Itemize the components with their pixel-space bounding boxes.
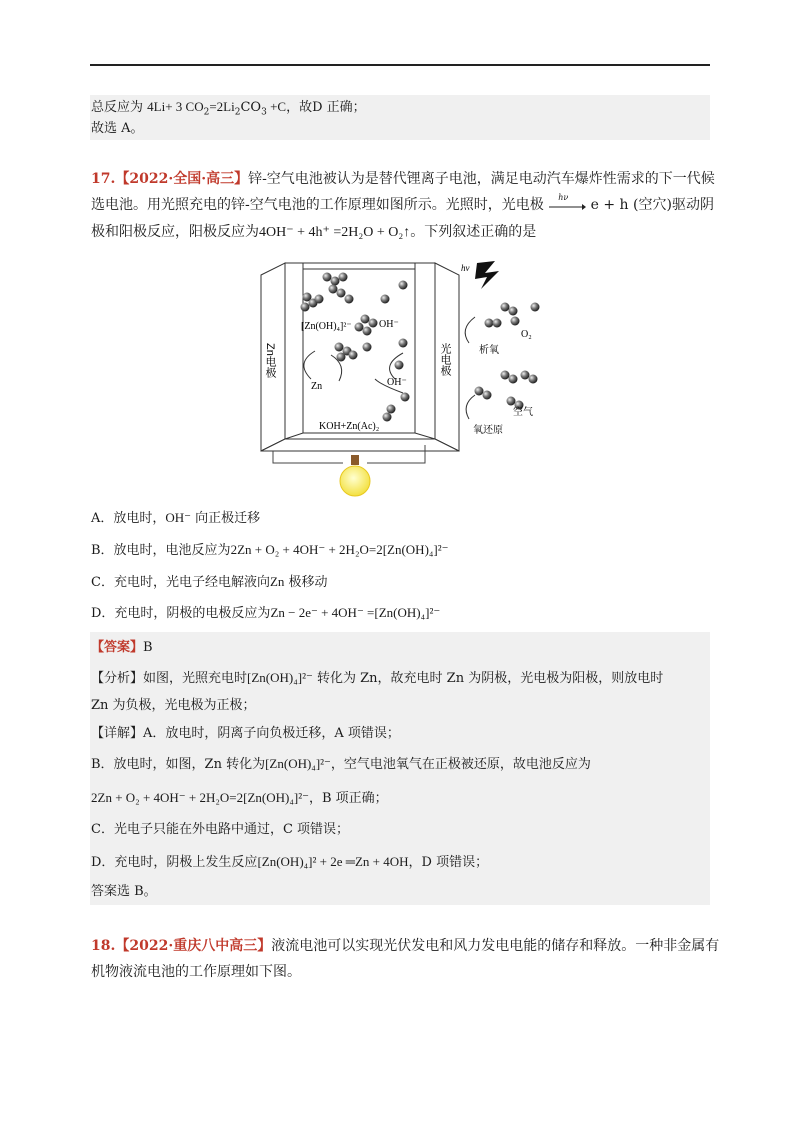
- light-bulb-icon: [340, 455, 370, 496]
- photo-electrode: [415, 263, 459, 451]
- q17-stem-line1: 17.【2022·全国·高三】锌-空气电池被认为是替代锂离子电池，满足电动汽车爆炸性需求的下一代候: [91, 171, 715, 187]
- option-c: C．充电时，光电子经电解液向Zn 极移动: [91, 574, 328, 590]
- option-b: B．放电时，电池反应为2Zn + O₂ + 4OH⁻ + 2H₂O=2[Zn(OH)₄]²⁻: [91, 542, 449, 558]
- curved-arrow-icon: [304, 351, 315, 379]
- q18-stem-line2: 机物液流电池的工作原理如下图。: [91, 964, 301, 980]
- molecules-inside: [301, 273, 410, 422]
- evolve-label: 析氧: [479, 345, 499, 356]
- lightning-icon: [461, 261, 499, 289]
- analysis-line2: Zn 为负极，光电极为正极；: [91, 698, 256, 713]
- photo-electrode-label: 光电极: [439, 343, 451, 376]
- option-d: D．充电时，阴极的电极反应为Zn − 2e⁻ + 4OH⁻ =[Zn(OH)₄]²⁻: [91, 605, 441, 621]
- detail-d: D．充电时，阴极上发生反应[Zn(OH)₄]² + 2e ═Zn + 4OH，D 项错误；: [91, 854, 489, 870]
- answer-line: 【答案】B: [91, 640, 153, 655]
- detail-a: 【详解】A．放电时，阴离子向负极迁移，A 项错误；: [91, 726, 400, 741]
- final-answer: 答案选 B。: [91, 884, 157, 899]
- o2-molecules: [475, 303, 540, 410]
- prev-reaction-line: 总反应为 4Li+ 3 $CO_2=2Li_2CO_3 +C$，故D 正确；: [91, 99, 366, 118]
- detail-c: C．光电子只能在外电路中通过，C 项错误；: [91, 822, 350, 837]
- o2-label: O₂: [521, 329, 532, 340]
- header-rule: [90, 64, 710, 66]
- detail-b2: 2Zn + O₂ + 4OH⁻ + 2H₂O=2[Zn(OH)₄]²⁻，B 项正确；: [91, 790, 388, 806]
- q17-stem-line3: 极和阳极反应，阳极反应为4OH⁻ + 4h⁺ =2H₂O + O₂↑。下列叙述正确的是: [91, 224, 537, 240]
- zn-label: Zn: [311, 381, 323, 392]
- electrolyte-label: KOH+Zn(Ac)₂: [319, 421, 380, 432]
- zn-electrode-label: Zn电极: [264, 343, 276, 378]
- analysis-line1: 【分析】如图，光照充电时[Zn(OH)₄]²⁻ 转化为 Zn，故充电时 Zn 为阴极，光电极为阳极，则放电时: [91, 670, 664, 686]
- complex-ion-label: [Zn(OH)₄]²⁻: [301, 321, 352, 332]
- oh-label-1: OH⁻: [379, 319, 399, 330]
- oh-label-2: OH⁻: [387, 377, 407, 388]
- battery-diagram: [255, 255, 555, 500]
- anode-equation: 4OH⁻ + 4h⁺ =2H₂O + O₂↑: [259, 225, 411, 240]
- arrow-hv: hν: [548, 198, 586, 212]
- reduce-label: 氧还原: [473, 425, 503, 436]
- prev-conclusion: 故选 A。: [91, 121, 144, 136]
- q17-stem-line2: 选电池。用光照充电的锌-空气电池的工作原理如图所示。光照时，光电极 hν e + h (空穴)驱动阴: [91, 193, 714, 213]
- q18-stem-line1: 18.【2022·重庆八中高三】液流电池可以实现光伏发电和风力发电电能的储存和释放。一种非金属有: [91, 938, 720, 954]
- detail-b1: B．放电时，如图，Zn 转化为[Zn(OH)₄]²⁻，空气电池氧气在正极被还原，故电池反应为: [91, 756, 591, 772]
- svg-text:hν: hν: [461, 263, 470, 273]
- option-a: A．放电时，OH⁻ 向正极迁移: [91, 510, 261, 526]
- air-label: 空气: [513, 407, 533, 418]
- external-wire: [273, 451, 343, 463]
